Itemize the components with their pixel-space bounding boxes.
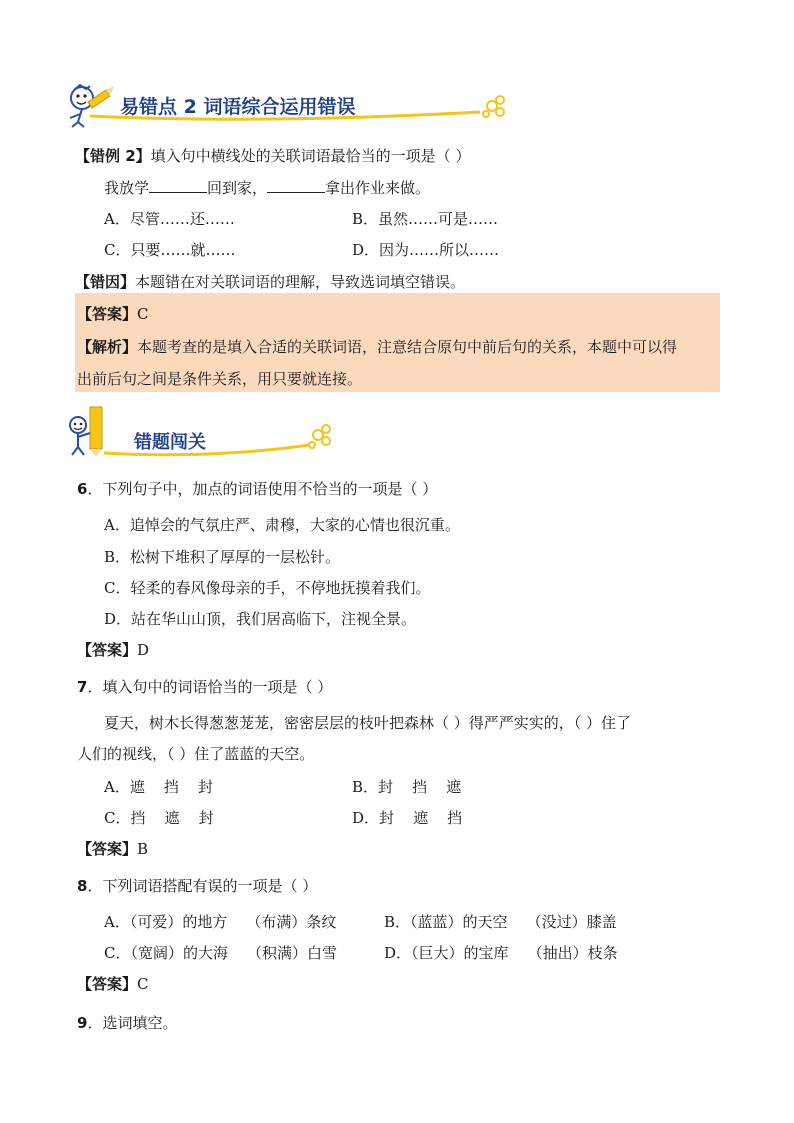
q8-answer-label: 【答案】 [77, 975, 138, 993]
q7-number: 7 [77, 678, 88, 696]
example-answer-line [77, 303, 149, 324]
blank-line-2 [267, 178, 325, 193]
q6-stem-line [77, 478, 437, 499]
analysis-label: 【解析】 [77, 338, 138, 356]
blank-line-1 [149, 178, 207, 193]
example-option-a: A．尽管……还…… [104, 210, 235, 228]
cause-label: 【错因】 [75, 273, 136, 291]
q6-option-d: D．站在华山山顶，我们居高临下，注视全景。 [104, 610, 417, 628]
q7-passage-line-1: 夏天，树木长得葱葱茏茏，密密层层的枝叶把森林（ ）得严严实实的，（ ）住了 [104, 714, 632, 732]
q7-option-b: B．封 挡 遮 [352, 778, 462, 796]
q8-answer-line [77, 973, 149, 994]
q7-answer-value: B [137, 840, 149, 858]
cartoon-pencil-mascot-icon [70, 407, 102, 457]
q8-answer-value: C [137, 975, 149, 993]
sentence-part-b: 回到家， [207, 179, 268, 197]
q6-answer-value: D [137, 641, 150, 659]
q6-option-c: C．轻柔的春风像母亲的手，不停地抚摸着我们。 [104, 579, 431, 597]
q8-option-a: A．（可爱）的地方 （布满）条纹 [104, 913, 337, 931]
q9-number: 9 [77, 1014, 88, 1032]
example-option-c: C．只要……就…… [104, 241, 236, 259]
q6-answer-line [77, 639, 149, 660]
example-option-d: D．因为……所以…… [352, 241, 500, 259]
example-answer-value: C [137, 305, 149, 323]
q6-number: 6 [77, 480, 88, 498]
q7-option-a: A．遮 挡 封 [104, 778, 213, 796]
q8-option-d: D．（巨大）的宝库 （抽出）枝条 [384, 944, 618, 962]
q6-stem: ．下列句子中，加点的词语使用不恰当的一项是（ ） [87, 480, 438, 498]
analysis-line-1 [77, 336, 677, 357]
analysis-line-2: 出前后句之间是条件关系，用只要就连接。 [77, 370, 363, 388]
q7-passage-line-2: 人们的视线，（ ）住了蓝蓝的天空。 [77, 745, 315, 763]
q8-number: 8 [77, 877, 88, 895]
sentence-part-a: 我放学 [104, 179, 150, 197]
q9-stem-line [77, 1012, 177, 1033]
example-label: 【错例 2】 [75, 147, 151, 165]
q7-answer-label: 【答案】 [77, 840, 138, 858]
q8-stem: ．下列词语搭配有误的一项是（ ） [87, 877, 318, 895]
cartoon-pencil-mascot-icon [70, 85, 114, 127]
example-prompt: 填入句中横线处的关联词语最恰当的一项是（ ） [150, 147, 471, 165]
q8-option-c: C．（宽阔）的大海 （积满）白雪 [104, 944, 338, 962]
section1-title: 易错点 2 词语综合运用错误 [120, 96, 356, 118]
example-prompt-line [75, 145, 470, 166]
q8-stem-line [77, 875, 317, 896]
example-option-b: B．虽然……可是…… [352, 210, 499, 228]
q7-option-c: C．挡 遮 封 [104, 809, 214, 827]
cause-line [75, 271, 465, 292]
q7-answer-line [77, 838, 148, 859]
q6-answer-label: 【答案】 [77, 641, 138, 659]
flower-swirl-icon [309, 425, 330, 448]
analysis-text-1: 本题考查的是填入合适的关联词语，注意结合原句中前后句的关系，本题中可以得 [137, 338, 678, 356]
q6-option-b: B．松树下堆积了厚厚的一层松针。 [104, 548, 341, 566]
q6-option-a: A．追悼会的气氛庄严、肃穆，大家的心情也很沉重。 [104, 516, 460, 534]
q7-stem: ．填入句中的词语恰当的一项是（ ） [87, 678, 333, 696]
q8-option-b: B．（蓝蓝）的天空 （没过）膝盖 [384, 913, 617, 931]
example-answer-label: 【答案】 [77, 305, 138, 323]
q7-stem-line [77, 676, 332, 697]
flower-swirl-icon [483, 96, 504, 117]
section2-title: 错题闯关 [134, 432, 206, 453]
example-sentence [104, 177, 430, 198]
sentence-part-c: 拿出作业来做。 [325, 179, 431, 197]
q7-option-d: D．封 遮 挡 [352, 809, 463, 827]
cause-text: 本题错在对关联词语的理解，导致选词填空错误。 [135, 273, 466, 291]
q9-stem: ．选词填空。 [87, 1014, 178, 1032]
